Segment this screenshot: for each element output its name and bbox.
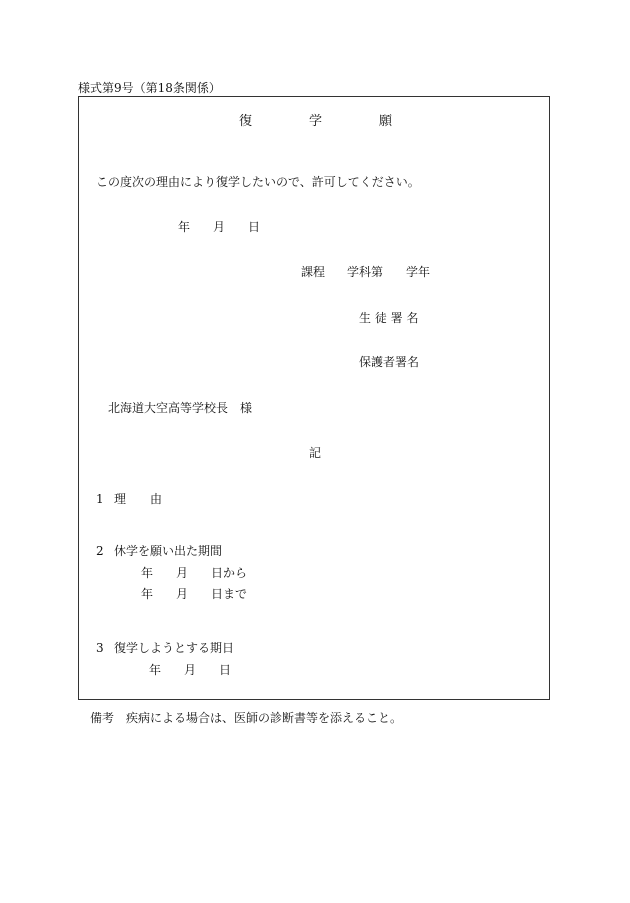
date-month: 月 bbox=[213, 220, 226, 234]
item-label: 復学しようとする期日 bbox=[114, 641, 235, 655]
period-from-month: 月 bbox=[176, 566, 189, 580]
return-date-year: 年 bbox=[149, 663, 162, 677]
title-char-3: 願 bbox=[379, 114, 393, 129]
return-date-month: 月 bbox=[184, 663, 197, 677]
period-to-year: 年 bbox=[141, 587, 154, 601]
course-label: 課程 bbox=[301, 265, 326, 279]
student-signature-label: 生 徒 署 名 bbox=[359, 311, 419, 325]
remarks-note: 備考 疾病による場合は、医師の診断書等を添えること。 bbox=[90, 711, 403, 725]
period-to-day: 日まで bbox=[211, 587, 248, 601]
form-number: 様式第9号（第18条関係） bbox=[78, 81, 221, 95]
title-char-2: 学 bbox=[309, 114, 323, 129]
addressee: 北海道大空高等学校長 様 bbox=[108, 401, 253, 415]
department-label: 学科第 bbox=[347, 265, 384, 279]
item-number: 3 bbox=[96, 641, 104, 655]
date-day: 日 bbox=[248, 220, 261, 234]
date-year: 年 bbox=[178, 220, 191, 234]
grade-label: 学年 bbox=[406, 265, 431, 279]
return-date-day: 日 bbox=[219, 663, 232, 677]
period-from-year: 年 bbox=[141, 566, 154, 580]
item-number: 1 bbox=[96, 492, 104, 506]
item-label: 理 由 bbox=[114, 492, 163, 506]
guardian-signature-label: 保護者署名 bbox=[359, 355, 420, 369]
ki-label: 記 bbox=[309, 446, 322, 460]
item-label: 休学を願い出た期間 bbox=[114, 544, 223, 558]
title-char-1: 復 bbox=[239, 114, 253, 129]
request-sentence: この度次の理由により復学したいので、許可してください。 bbox=[96, 175, 420, 189]
period-from-day: 日から bbox=[211, 566, 248, 580]
period-to-month: 月 bbox=[176, 587, 189, 601]
item-number: 2 bbox=[96, 544, 104, 558]
